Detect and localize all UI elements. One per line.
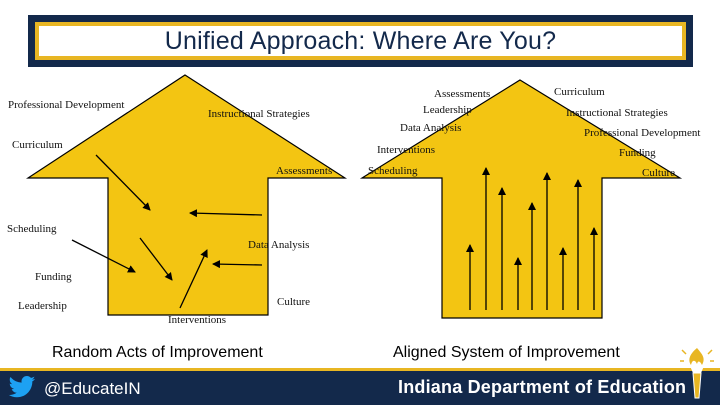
label-funding: Funding [35,271,72,283]
label-leadership: Leadership [18,300,67,312]
torch-icon [680,346,714,402]
label-funding-right: Funding [619,147,656,159]
label-scheduling: Scheduling [7,223,57,235]
label-interventions-right: Interventions [377,144,436,156]
label-data-analysis-right: Data Analysis [400,122,462,134]
label-interventions: Interventions [168,314,227,326]
label-assessments: Assessments [276,165,333,177]
label-professional-development: Professional Development [8,99,125,111]
left-caption: Random Acts of Improvement [52,344,263,361]
label-instructional-strategies: Instructional Strategies [208,108,310,120]
label-instructional-strategies-right: Instructional Strategies [566,107,668,119]
label-scheduling-right: Scheduling [368,165,418,177]
label-culture: Culture [277,296,310,308]
label-professional-development-right: Professional Development [584,127,701,139]
label-curriculum: Curriculum [12,139,63,151]
label-data-analysis: Data Analysis [248,239,310,251]
label-leadership-right: Leadership [423,104,472,116]
label-assessments-right: Assessments [434,88,491,100]
page-title: Unified Approach: Where Are You? [164,26,557,55]
label-curriculum-right: Curriculum [554,86,605,98]
label-culture-right: Culture [642,167,675,179]
twitter-bird-icon[interactable] [7,376,37,400]
right-caption: Aligned System of Improvement [393,344,620,361]
department-name: Indiana Department of Education [398,377,687,397]
twitter-handle[interactable]: @EducateIN [44,379,141,398]
